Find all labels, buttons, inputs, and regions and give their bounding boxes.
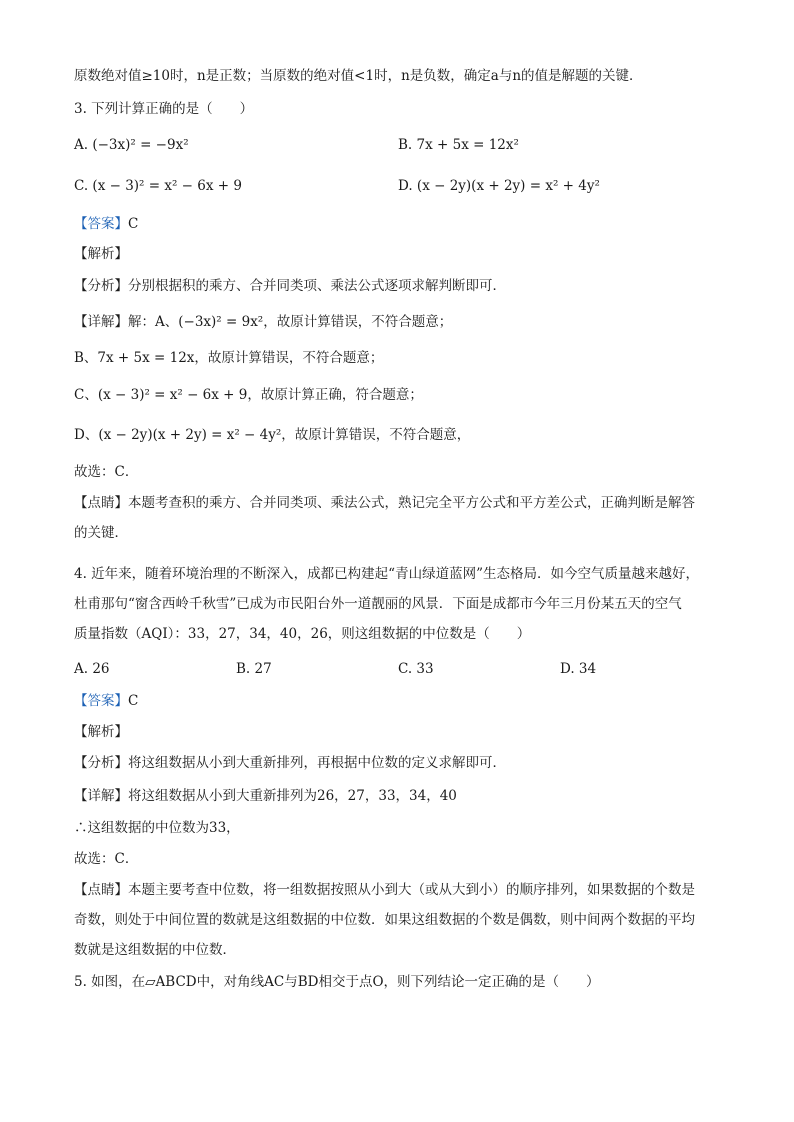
q3-option-b: B. 7x + 5x = 12x² (398, 137, 519, 153)
q4-dianjing-3: 数就是这组数据的中位数． (74, 942, 236, 958)
dianjing-tag: 【点睛】 (74, 882, 128, 898)
q4-xiangjie (74, 786, 734, 806)
q3-stem: 3. 下列计算正确的是（ ） (74, 101, 254, 117)
q3-jiexi-tag: 【解析】 (74, 246, 128, 262)
q4-option-a: A. 26 (74, 661, 110, 677)
q3-xiangjie-a (74, 312, 734, 332)
q4-answer (74, 691, 734, 711)
q3-xiangjie-d: D、(x − 2y)(x + 2y) = x² − 4y²，故原计算错误，不符合题意， (74, 427, 471, 443)
fenxi-tag: 【分析】 (74, 278, 128, 294)
q5-stem: 5. 如图，在▱ABCD中，对角线AC与BD相交于点O，则下列结论一定正确的是（ ） (74, 974, 600, 990)
answer-tag: 【答案】 (74, 216, 128, 232)
q3-answer (74, 214, 734, 234)
q3-option-c: C. (x − 3)² = x² − 6x + 9 (74, 178, 242, 194)
xiangjie-tag: 【详解】 (74, 314, 128, 330)
q4-stem-2: 杜甫那句“窗含西岭千秋雪”已成为市民阳台外一道靓丽的风景．下面是成都市今年三月份某五天的空气 (74, 596, 682, 612)
q4-dianjing-2: 奇数，则处于中间位置的数就是这组数据的中位数．如果这组数据的个数是偶数，则中间两个数据的平均 (74, 912, 695, 928)
q4-dianjing-1 (74, 880, 734, 900)
answer-value: C (128, 216, 139, 232)
q4-therefore: ∴这组数据的中位数为33， (74, 820, 240, 836)
q3-xiangjie-b: B、7x + 5x = 12x，故原计算错误，不符合题意； (74, 350, 384, 366)
fenxi-text: 分别根据积的乘方、合并同类项、乘法公式逐项求解判断即可． (128, 278, 506, 294)
dianjing-text: 本题主要考查中位数，将一组数据按照从小到大（或从大到小）的顺序排列，如果数据的个数是 (128, 882, 695, 898)
q3-dianjing-2: 的关键． (74, 525, 128, 541)
q4-jiexi-tag: 【解析】 (74, 724, 128, 740)
q3-xiangjie-c: C、(x − 3)² = x² − 6x + 9，故原计算正确，符合题意； (74, 387, 423, 403)
q4-stem-1: 4. 近年来，随着环境治理的不断深入，成都已构建起“青山绿道蓝网”生态格局．如今空气质量越来越好， (74, 566, 699, 582)
fenxi-text: 将这组数据从小到大重新排列，再根据中位数的定义求解即可． (128, 755, 506, 771)
q3-guxuan: 故选：C． (74, 464, 139, 480)
text-line-l1: 原数绝对值≥10时，n是正数；当原数的绝对值<1时，n是负数，确定a与n的值是解题的关键． (74, 68, 643, 84)
q3-dianjing-1 (74, 493, 734, 513)
q4-option-d: D. 34 (560, 661, 597, 677)
q3-option-d: D. (x − 2y)(x + 2y) = x² + 4y² (398, 178, 600, 194)
q4-guxuan: 故选：C． (74, 851, 139, 867)
answer-value: C (128, 693, 139, 709)
dianjing-text: 本题考查积的乘方、合并同类项、乘法公式，熟记完全平方公式和平方差公式，正确判断是解答 (128, 495, 695, 511)
answer-tag: 【答案】 (74, 693, 128, 709)
q4-option-c: C. 33 (398, 661, 434, 677)
fenxi-tag: 【分析】 (74, 755, 128, 771)
q4-option-b: B. 27 (236, 661, 272, 677)
xiangjie-text: 将这组数据从小到大重新排列为26，27，33，34，40 (128, 788, 457, 804)
q3-fenxi (74, 276, 734, 296)
xiangjie-tag: 【详解】 (74, 788, 128, 804)
dianjing-tag: 【点睛】 (74, 495, 128, 511)
q3-option-a: A. (−3x)² = −9x² (74, 137, 189, 153)
q4-stem-3: 质量指数（AQI）：33，27，34，40，26，则这组数据的中位数是（ ） (74, 626, 531, 642)
xiangjie-text: 解：A、(−3x)² = 9x²，故原计算错误，不符合题意； (128, 314, 453, 330)
q4-fenxi (74, 753, 734, 773)
